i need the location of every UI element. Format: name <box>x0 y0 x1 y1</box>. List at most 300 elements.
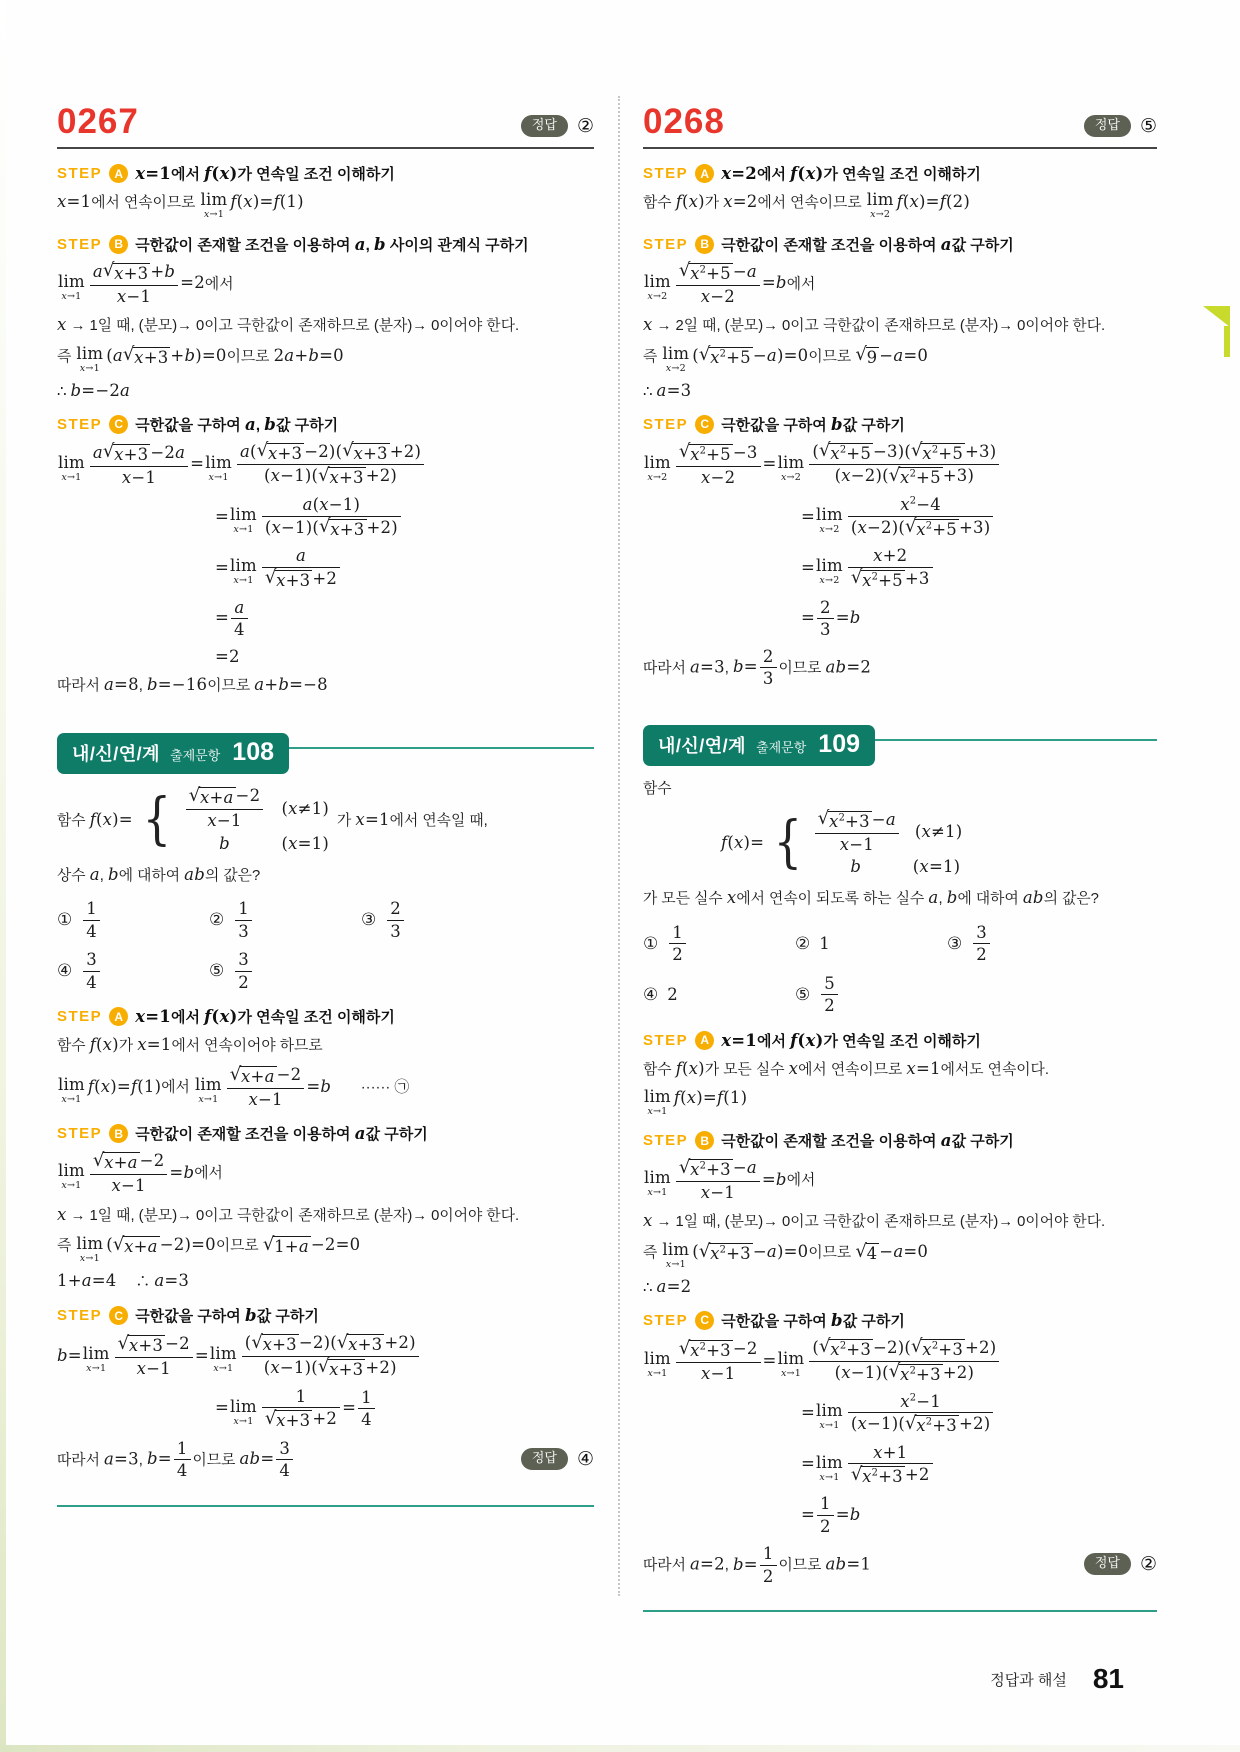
math-span <box>801 1391 995 1436</box>
math-run: x <box>922 443 932 463</box>
radicand <box>899 467 943 488</box>
math-run: x <box>710 1244 720 1264</box>
fraction <box>186 786 264 830</box>
math-span <box>239 1438 296 1481</box>
text-span: , <box>255 416 265 434</box>
math-run: 1 <box>361 1387 372 1407</box>
math-span <box>913 857 961 876</box>
math-run: b <box>308 345 320 365</box>
piecewise-row <box>813 857 963 876</box>
math-run: =1 <box>846 1554 872 1574</box>
math-span <box>137 1035 171 1054</box>
math-span <box>262 1233 361 1257</box>
numerator <box>848 546 933 567</box>
lim-subscript <box>644 1107 671 1117</box>
math-run: x <box>233 524 239 536</box>
math-run: +2) <box>365 1357 397 1377</box>
numerator <box>227 1065 305 1089</box>
radical-sign: √ <box>911 440 923 462</box>
math-span <box>75 1233 216 1264</box>
limit <box>205 452 232 483</box>
math-run: x <box>288 799 298 819</box>
math-run: f <box>790 164 798 183</box>
text-span: ∴ <box>643 383 657 400</box>
formula-line <box>57 1270 594 1291</box>
math-run: +2) <box>366 517 398 537</box>
math-run: →1 <box>238 575 254 587</box>
math-run: + <box>113 1153 128 1173</box>
text-span: → 1일 때, (분모)→ 0이고 극한값이 존재하므로 (분자)→ 0이어야 한다. <box>652 1214 1106 1231</box>
math-run: = <box>743 1554 758 1574</box>
option-value <box>81 899 102 941</box>
radicand <box>275 1410 312 1431</box>
math-run: ( <box>312 495 320 515</box>
text-span: 이므로 <box>192 1452 240 1469</box>
sqrt <box>264 1407 313 1431</box>
math-run: = <box>260 1449 275 1469</box>
limit <box>644 271 671 302</box>
math-span <box>643 260 787 306</box>
math-span <box>233 899 254 941</box>
math-run: x <box>919 857 929 877</box>
math-span <box>57 260 205 306</box>
math-run: (2) <box>946 192 970 211</box>
math-run: x <box>690 1341 700 1361</box>
math-run: →2 <box>652 471 668 483</box>
lim-word: lim <box>205 452 232 472</box>
math-run: a <box>104 674 115 694</box>
step-heading <box>57 1123 594 1144</box>
fraction <box>174 1439 191 1481</box>
text-span: ∴ <box>116 1274 155 1291</box>
numerator <box>809 1338 999 1362</box>
math-run: −1)( <box>280 466 319 486</box>
lim-word: lim <box>76 344 104 364</box>
lim-subscript <box>816 576 843 586</box>
math-span <box>154 1271 189 1290</box>
math-run: x <box>873 546 883 566</box>
math-run: a <box>264 1067 275 1087</box>
math-run: x <box>900 495 910 515</box>
math-span <box>643 1336 1001 1384</box>
step-heading <box>57 1305 594 1326</box>
sqrt <box>336 1331 385 1355</box>
math-run: →1 <box>652 1368 668 1379</box>
math-run: ) <box>229 164 238 183</box>
math-run: a <box>89 864 100 884</box>
math-run: = <box>761 273 776 293</box>
limit <box>58 1074 85 1105</box>
piecewise-value <box>813 857 899 876</box>
limit <box>816 1403 843 1431</box>
sqrt <box>678 260 733 284</box>
column-divider <box>618 96 620 1596</box>
text-span: 에서 연속이므로 <box>91 195 200 211</box>
math-run: ( <box>850 517 858 537</box>
math-run: − <box>732 261 747 281</box>
math-run: x <box>830 1339 840 1359</box>
formula-line <box>801 546 1157 590</box>
formula-line <box>57 1333 594 1380</box>
math-span <box>219 834 230 853</box>
option-value <box>81 950 102 992</box>
fraction <box>817 598 834 640</box>
option-number: ① <box>643 933 659 954</box>
radical-sign: √ <box>819 1336 831 1358</box>
math-run: =2 <box>700 1554 725 1574</box>
math-run: + <box>150 261 165 281</box>
math-run: f <box>130 1076 138 1096</box>
math-run: =−16 <box>157 674 208 694</box>
math-run: a <box>92 261 103 281</box>
math-span <box>57 1149 195 1196</box>
limit <box>662 1242 689 1270</box>
math-run: = <box>835 1504 850 1524</box>
math-run: −2)( <box>304 441 343 461</box>
math-run: x <box>690 263 700 283</box>
math-run: ( <box>727 833 734 853</box>
math-run: b <box>320 1076 332 1096</box>
text-span: 가 모든 실수 <box>643 891 727 908</box>
math-run: +1 <box>882 1442 908 1462</box>
math-run: x <box>330 519 340 539</box>
step-title <box>135 234 528 255</box>
radicand <box>861 570 905 591</box>
step-label: STEP <box>643 1311 689 1329</box>
piecewise-rows <box>181 786 329 852</box>
math-run: x <box>57 315 67 335</box>
lim-word: lim <box>777 1349 805 1368</box>
math-run: ( <box>914 822 922 842</box>
math-run: x <box>870 209 876 221</box>
math-run: ( <box>797 1030 806 1050</box>
math-run: 2 <box>931 1340 939 1352</box>
math-run: b <box>775 1169 787 1189</box>
math-span <box>657 1277 692 1296</box>
radicand <box>113 263 150 284</box>
math-run: a <box>240 441 251 461</box>
math-span <box>355 810 389 829</box>
radical-sign: √ <box>817 808 830 830</box>
radical-sign: √ <box>251 1331 264 1353</box>
formula-line <box>57 381 594 400</box>
conclusion-line <box>643 1544 1157 1586</box>
text-span: 에서 <box>786 1172 816 1189</box>
math-run: =2 <box>846 657 872 677</box>
math-span <box>721 164 757 183</box>
math-span <box>855 346 928 365</box>
text-span: 에서 연속이므로 <box>757 195 866 211</box>
text-span: 극한값이 존재할 조건을 이용하여 <box>135 236 355 254</box>
math-span <box>57 315 67 334</box>
math-run: 2 <box>839 444 847 456</box>
math-run: +3 <box>846 1339 872 1359</box>
lim-subscript <box>867 210 894 220</box>
step-circle-icon: A <box>109 164 128 183</box>
math-run: = <box>762 454 777 474</box>
numerator <box>276 1439 293 1460</box>
math-span <box>643 1156 787 1202</box>
math-run: f <box>721 833 728 853</box>
piecewise-value <box>181 834 267 853</box>
text-span: 가 연속일 조건 이해하기 <box>237 166 395 183</box>
sqrt <box>905 1412 959 1436</box>
math-span <box>355 235 366 254</box>
radical-sign: √ <box>888 1361 901 1383</box>
math-run: −1 <box>257 1089 283 1109</box>
radicand <box>347 1334 384 1355</box>
math-run: +3) <box>959 517 991 537</box>
math-run: x <box>135 1007 146 1027</box>
math-span <box>81 950 102 992</box>
numerator <box>242 1333 419 1357</box>
math-run: +5 <box>938 443 964 463</box>
denominator <box>848 517 994 540</box>
radical-sign: √ <box>850 1463 863 1485</box>
math-run: +2 <box>882 546 908 566</box>
math-run: →2 <box>652 290 668 302</box>
formula-line <box>215 546 594 590</box>
math-run: ( <box>902 192 910 211</box>
math-span <box>200 190 304 221</box>
math-span <box>215 1386 377 1431</box>
math-run: 2 <box>824 996 835 1016</box>
math-span <box>855 1240 929 1264</box>
text-span: , <box>138 677 148 694</box>
math-span <box>813 810 901 854</box>
math-run: −1)( <box>281 517 319 537</box>
math-run: 9 <box>866 347 878 367</box>
math-run: a <box>656 1276 667 1296</box>
math-run: =1 <box>145 164 171 183</box>
denominator <box>231 619 248 639</box>
sqrt <box>188 784 236 808</box>
math-run: −1)( <box>850 1362 889 1382</box>
step-circle-icon: A <box>695 1031 714 1050</box>
math-run: = <box>342 1398 357 1418</box>
sqrt <box>698 344 753 368</box>
text-span: 에서도 연속이다. <box>940 1061 1049 1078</box>
fraction <box>262 495 401 539</box>
denominator <box>809 465 999 488</box>
math-run: x <box>701 1363 711 1383</box>
text-span: 이므로 <box>207 677 255 694</box>
math-run: x <box>128 1336 139 1356</box>
option-item <box>795 974 947 1016</box>
math-run: = <box>306 1076 321 1096</box>
math-run: +3 <box>285 570 311 590</box>
math-run: ) <box>698 192 705 211</box>
sqrt <box>911 440 965 464</box>
fraction <box>231 598 248 640</box>
step-circle-icon: C <box>109 1306 128 1325</box>
fraction <box>676 1339 761 1383</box>
denominator <box>809 1362 999 1385</box>
piecewise-rows <box>813 810 963 876</box>
math-run: →2 <box>671 363 686 375</box>
math-run: x <box>135 164 146 183</box>
fraction <box>848 1392 994 1436</box>
formula-line <box>57 1151 594 1195</box>
solution-text <box>643 190 1157 220</box>
section-rule <box>643 1610 1157 1612</box>
math-span <box>215 597 250 640</box>
denominator <box>237 465 424 488</box>
math-run: →1 <box>671 1259 686 1271</box>
text-span: 값 구하기 <box>842 1312 905 1330</box>
text-span: 따라서 <box>57 1452 104 1469</box>
lim-word: lim <box>777 452 805 472</box>
math-span <box>57 440 426 488</box>
answer-badge-pill: 정답 <box>1084 115 1131 137</box>
math-run: +3 <box>123 444 149 464</box>
limit <box>644 452 671 483</box>
math-run: x <box>136 1359 147 1379</box>
lim-word: lim <box>58 1074 85 1094</box>
math-run: −1 <box>916 1391 941 1411</box>
math-run: +3) <box>942 466 975 486</box>
math-run: a <box>298 1237 309 1257</box>
math-run: ( <box>281 833 289 853</box>
text-span: 극한값을 구하여 <box>135 416 245 434</box>
radicand <box>915 519 959 540</box>
lim-word: lim <box>209 1344 237 1364</box>
option-number: ③ <box>361 910 377 931</box>
math-run: x <box>647 1105 653 1117</box>
text-span: 에서 <box>204 276 234 293</box>
fraction <box>676 443 761 487</box>
radicand <box>709 347 753 368</box>
fraction <box>669 923 686 965</box>
math-span <box>866 190 970 221</box>
math-run: ( <box>812 1337 820 1357</box>
math-run: 4 <box>361 1410 372 1430</box>
limit <box>76 346 103 374</box>
denominator <box>817 619 834 639</box>
math-run: 2 <box>925 1416 933 1428</box>
math-span <box>906 1059 940 1078</box>
math-run: ( <box>281 799 289 819</box>
math-run: x <box>922 1339 932 1359</box>
math-run: (1) <box>279 192 304 211</box>
page-number: 81 <box>1092 1663 1124 1694</box>
formula-line <box>801 598 1157 640</box>
math-span <box>215 546 342 590</box>
math-run: 1 <box>672 922 683 942</box>
radicand <box>866 1243 880 1264</box>
step-label: STEP <box>643 1132 689 1150</box>
math-run: →1 <box>66 1180 82 1192</box>
text-span: 즉 <box>643 1245 662 1262</box>
limit <box>76 1233 104 1264</box>
step-label: STEP <box>643 235 689 253</box>
math-run: −2)( <box>867 517 905 537</box>
fraction <box>276 1439 293 1481</box>
step-title <box>135 163 395 184</box>
text-span: 이므로 <box>215 1238 263 1255</box>
math-run: x <box>829 811 839 831</box>
fraction <box>809 1338 999 1385</box>
sqrt <box>102 441 151 465</box>
math-run: −2)( <box>873 1337 912 1357</box>
option-item <box>643 923 795 965</box>
math-span <box>90 810 133 829</box>
math-run: x <box>906 1058 916 1078</box>
limit <box>644 1170 671 1198</box>
radicand <box>709 1243 753 1264</box>
step-heading <box>57 1006 594 1027</box>
math-run: = <box>215 506 230 526</box>
step-label: STEP <box>57 1125 103 1143</box>
math-span <box>147 1438 193 1481</box>
math-run: x <box>121 467 132 487</box>
denominator <box>90 286 178 306</box>
text-span: 함수 <box>643 780 672 797</box>
numerator <box>262 1387 340 1408</box>
math-run: a <box>127 1153 138 1173</box>
lim-word: lim <box>200 190 228 210</box>
denominator <box>848 568 933 591</box>
math-run: + <box>170 345 185 365</box>
option-number: ③ <box>947 933 963 954</box>
fraction <box>90 262 178 306</box>
math-run: = <box>215 608 230 628</box>
text-span: 가 연속일 조건 이해하기 <box>823 166 981 183</box>
math-span <box>643 1211 653 1230</box>
numerator <box>817 598 834 619</box>
math-span <box>826 1555 872 1574</box>
radicand <box>829 443 873 464</box>
math-run: 1+ <box>274 1237 299 1257</box>
radicand <box>689 1159 733 1180</box>
math-run: x <box>137 1035 147 1055</box>
fraction <box>90 1151 168 1195</box>
fraction <box>115 1334 193 1378</box>
text-span: 함수 <box>643 1061 676 1078</box>
radical-sign: √ <box>264 1407 277 1429</box>
sqrt <box>251 1331 299 1355</box>
lim-word: lim <box>76 1233 104 1253</box>
math-run: x <box>243 192 253 211</box>
math-run: x <box>688 1058 699 1078</box>
limit <box>867 192 894 220</box>
math-run: 2 <box>909 1392 917 1404</box>
denominator <box>90 467 188 487</box>
formula-line <box>57 345 594 374</box>
formula-line <box>643 1277 1157 1296</box>
limit <box>58 452 85 483</box>
math-span <box>801 1494 861 1536</box>
math-run: a <box>885 809 896 829</box>
option-number: ⑤ <box>795 984 811 1005</box>
math-run: a <box>175 442 186 462</box>
text-span: 가 모든 실수 <box>704 1061 789 1078</box>
numerator <box>815 810 899 834</box>
math-run: −2)( <box>298 1333 337 1353</box>
radicand <box>861 1466 905 1487</box>
formula-line <box>215 647 594 666</box>
option-item <box>947 923 1157 965</box>
math-span <box>184 865 205 884</box>
math-run: ( <box>264 466 271 486</box>
piecewise-lhs <box>57 809 133 830</box>
math-run: →1 <box>238 524 254 536</box>
math-span <box>801 495 995 539</box>
math-run: a <box>81 1271 92 1291</box>
option-value <box>233 899 254 941</box>
corner-flag-icon <box>1203 306 1230 357</box>
sqrt <box>262 1233 311 1257</box>
